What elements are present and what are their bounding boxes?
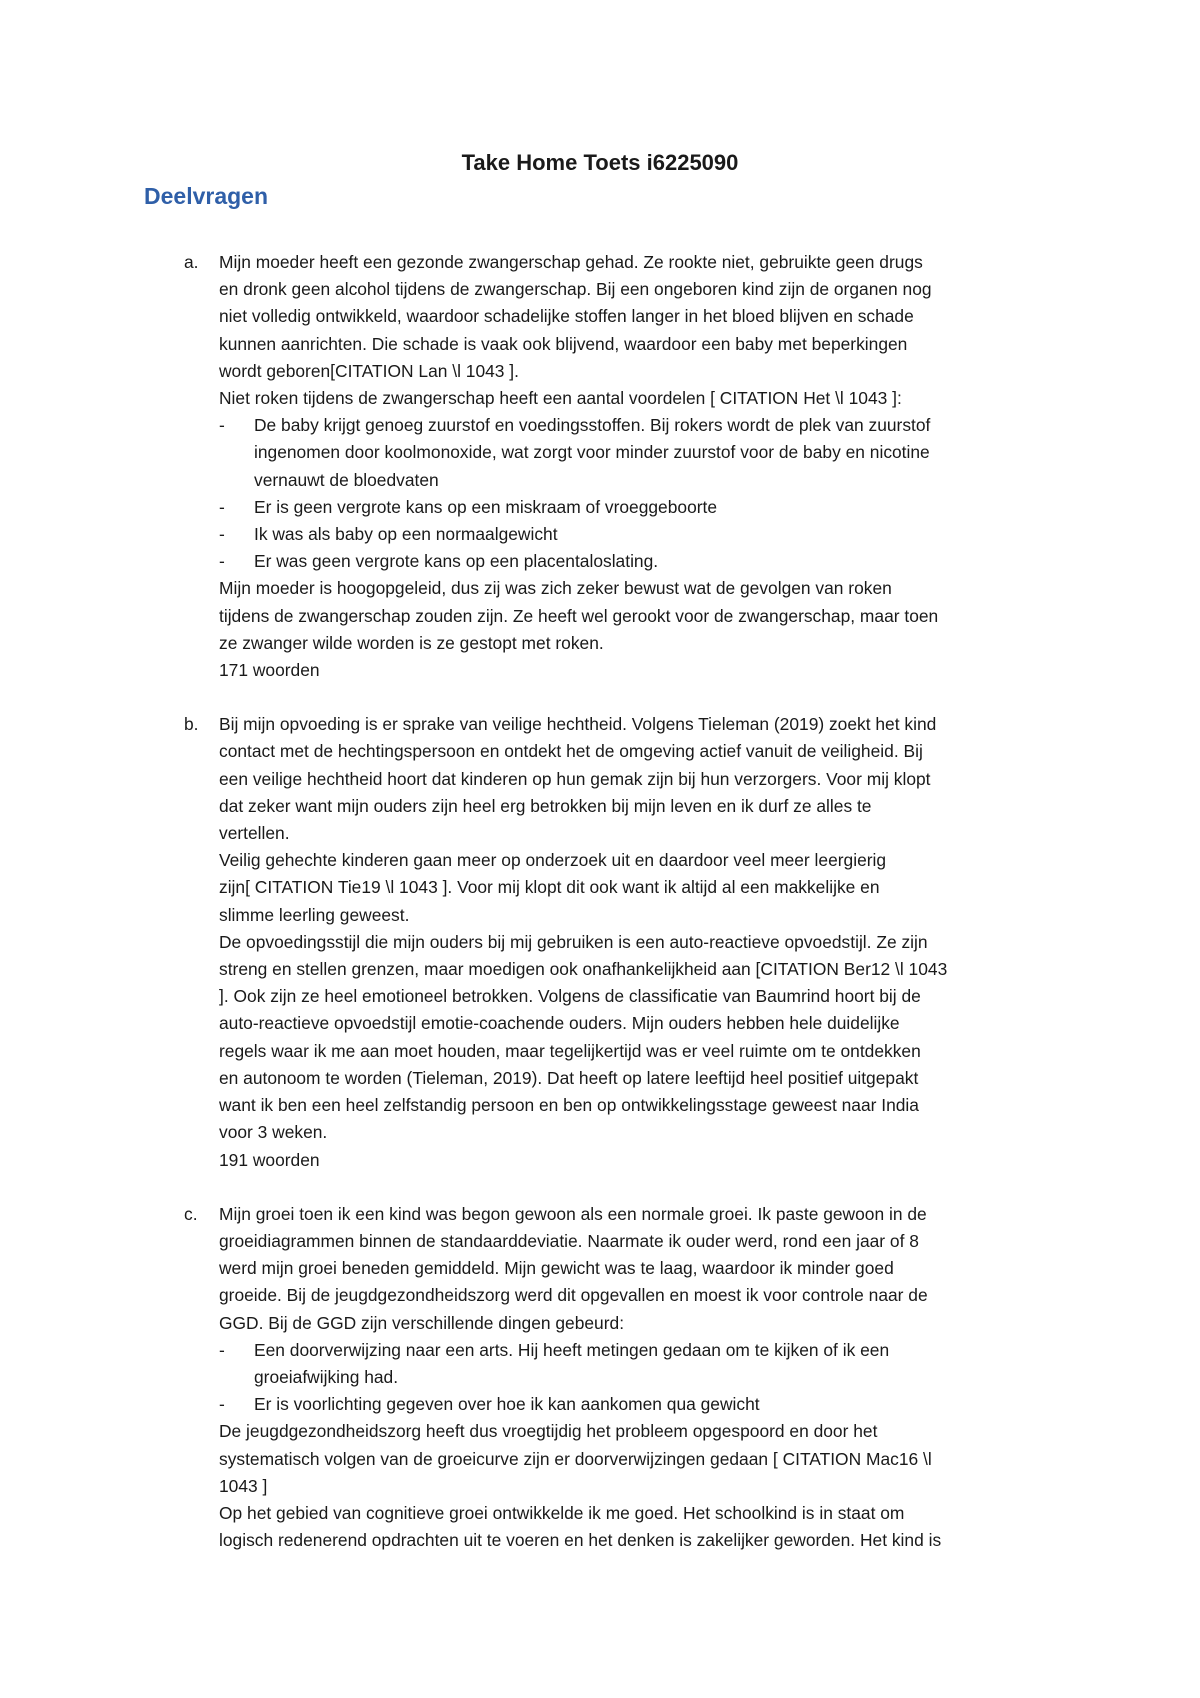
text-line: 171 woorden [219,660,320,681]
text-line: want ik ben een heel zelfstandig persoon en ben op ontwikkelingsstage geweest naar India [219,1095,919,1116]
text-line: zijn[ CITATION Tie19 \l 1043 ]. Voor mij klopt dit ook want ik altijd al een makkelijke en [219,877,880,898]
text-line: kunnen aanrichten. Die schade is vaak ook blijvend, waardoor een baby met beperkingen [219,333,908,354]
paragraph [219,929,1059,1147]
text-line: een veilige hechtheid hoort dat kinderen op hun gemak zijn bij hun verzorgers. Voor mij klopt [219,768,931,789]
text-line: en dronk geen alcohol tijdens de zwangerschap. Bij een ongeboren kind zijn de organen nog [219,279,932,300]
text-line: De baby krijgt genoeg zuurstof en voedingsstoffen. Bij rokers wordt de plek van zuurstof [254,415,931,436]
text-line: auto-reactieve opvoedstijl emotie-coachende ouders. Mijn ouders hebben hele duidelijke [219,1013,900,1034]
paragraph [219,1418,1059,1500]
text-line: slimme leerling geweest. [219,904,410,925]
bullet-text [254,521,1059,548]
text-line: Er is geen vergrote kans op een miskraam of vroeggeboorte [254,496,718,517]
bullet-text [254,1337,1059,1391]
text-line: De jeugdgezondheidszorg heeft dus vroegtijdig het probleem opgespoord en door het [219,1421,878,1442]
bullet-item [219,412,1059,494]
bullet-marker: - [219,1394,225,1415]
text-line: dat zeker want mijn ouders zijn heel erg betrokken bij mijn leven en ik durf ze alles te [219,795,872,816]
question-answer [219,711,1059,1173]
paragraph [219,1201,1059,1337]
text-line: contact met de hechtingspersoon en ontdekt het de omgeving actief vanuit de veiligheid. Bij [219,741,923,762]
text-line: wordt geboren[CITATION Lan \l 1043 ]. [219,360,519,381]
text-line: Niet roken tijdens de zwangerschap heeft een aantal voordelen [ CITATION Het \l 1043 ]: [219,388,902,409]
bullet-item [219,521,1059,548]
bullet-marker: - [219,1339,225,1360]
text-line: Op het gebied van cognitieve groei ontwikkelde ik me goed. Het schoolkind is in staat om [219,1502,905,1523]
text-line: ]. Ook zijn ze heel emotioneel betrokken. Volgens de classificatie van Baumrind hoort bij de [219,986,921,1007]
text-line: ingenomen door koolmonoxide, wat zorgt voor minder zuurstof voor de baby en nicotine [254,442,930,463]
bullet-text [254,494,1059,521]
text-line: Veilig gehechte kinderen gaan meer op onderzoek uit en daardoor veel meer leergierig [219,850,887,871]
text-line: Ik was als baby op een normaalgewicht [254,524,558,545]
paragraph [219,1147,1059,1174]
paragraph [219,1500,1059,1554]
text-line: GGD. Bij de GGD zijn verschillende dingen gebeurd: [219,1312,625,1333]
text-line: Er is voorlichting gegeven over hoe ik kan aankomen qua gewicht [254,1394,760,1415]
question-letter: a. [184,252,199,272]
bullet-text [254,548,1059,575]
paragraph [219,385,1059,412]
question-letter: b. [184,714,199,735]
question-answer [219,249,1059,684]
text-line: Mijn moeder is hoogopgeleid, dus zij was zich zeker bewust wat de gevolgen van roken [219,578,892,599]
text-line: streng en stellen grenzen, maar moedigen ook onafhankelijkheid aan [CITATION Ber12 \l 1043 [219,959,948,980]
bullet-item [219,1391,1059,1418]
text-line: vertellen. [219,823,290,844]
bullet-item [219,548,1059,575]
text-line: groeide. Bij de jeugdgezondheidszorg werd dit opgevallen en moest ik voor controle naar de [219,1285,928,1306]
paragraph [219,249,1059,385]
bullet-marker: - [219,524,225,545]
text-line: De opvoedingsstijl die mijn ouders bij mij gebruiken is een auto-reactieve opvoedstijl. Ze zijn [219,931,928,952]
question-letter: c. [184,1203,198,1224]
question-3 [0,1201,1200,1555]
paragraph [219,711,1059,847]
question-answer [219,1201,1059,1555]
text-line: Bij mijn opvoeding is er sprake van veilige hechtheid. Volgens Tieleman (2019) zoekt het kind [219,714,937,735]
text-line: regels waar ik me aan moet houden, maar tegelijkertijd was er veel ruimte om te ontdekken [219,1040,921,1061]
text-line: voor 3 weken. [219,1122,328,1143]
bullet-marker: - [219,496,225,517]
text-line: ze zwanger wilde worden is ze gestopt met roken. [219,632,604,653]
text-line: Mijn groei toen ik een kind was begon gewoon als een normale groei. Ik paste gewoon in de [219,1203,927,1224]
text-line: logisch redenerend opdrachten uit te voeren en het denken is zakelijker geworden. Het kind is [219,1530,942,1551]
bullet-text [254,412,1059,494]
document-title: Take Home Toets i6225090 [461,150,739,175]
bullet-item [219,494,1059,521]
text-line: en autonoom te worden (Tieleman, 2019). Dat heeft op latere leeftijd heel positief uitgepakt [219,1067,919,1088]
bullet-marker: - [219,415,225,436]
text-line: Een doorverwijzing naar een arts. Hij heeft metingen gedaan om te kijken of ik een [254,1339,890,1360]
bullet-marker: - [219,551,225,572]
text-line: niet volledig ontwikkeld, waardoor schadelijke stoffen langer in het bloed blijven en schade [219,306,914,327]
text-line: werd mijn groei beneden gemiddeld. Mijn gewicht was te laag, waardoor ik minder goed [219,1258,894,1279]
question-1 [0,249,1200,684]
bullet-item [219,1337,1059,1391]
text-line: 1043 ] [219,1475,268,1496]
paragraph [219,847,1059,929]
text-line: vernauwt de bloedvaten [254,469,439,490]
text-line: systematisch volgen van de groeicurve zijn er doorverwijzingen gedaan [ CITATION Mac16 \l [219,1448,932,1469]
section-heading: Deelvragen [144,183,269,209]
paragraph [219,575,1059,657]
text-line: 191 woorden [219,1149,320,1170]
document-body [0,249,1200,1554]
text-line: groeiafwijking had. [254,1366,399,1387]
paragraph [219,657,1059,684]
question-2 [0,711,1200,1173]
bullet-text [254,1391,1059,1418]
text-line: groeidiagrammen binnen de standaarddeviatie. Naarmate ik ouder werd, rond een jaar of 8 [219,1230,919,1251]
text-line: Er was geen vergrote kans op een placentaloslating. [254,551,659,572]
text-line: tijdens de zwangerschap zouden zijn. Ze heeft wel gerookt voor de zwangerschap, maar toen [219,605,939,626]
text-line: Mijn moeder heeft een gezonde zwangerschap gehad. Ze rookte niet, gebruikte geen drugs [219,252,923,272]
